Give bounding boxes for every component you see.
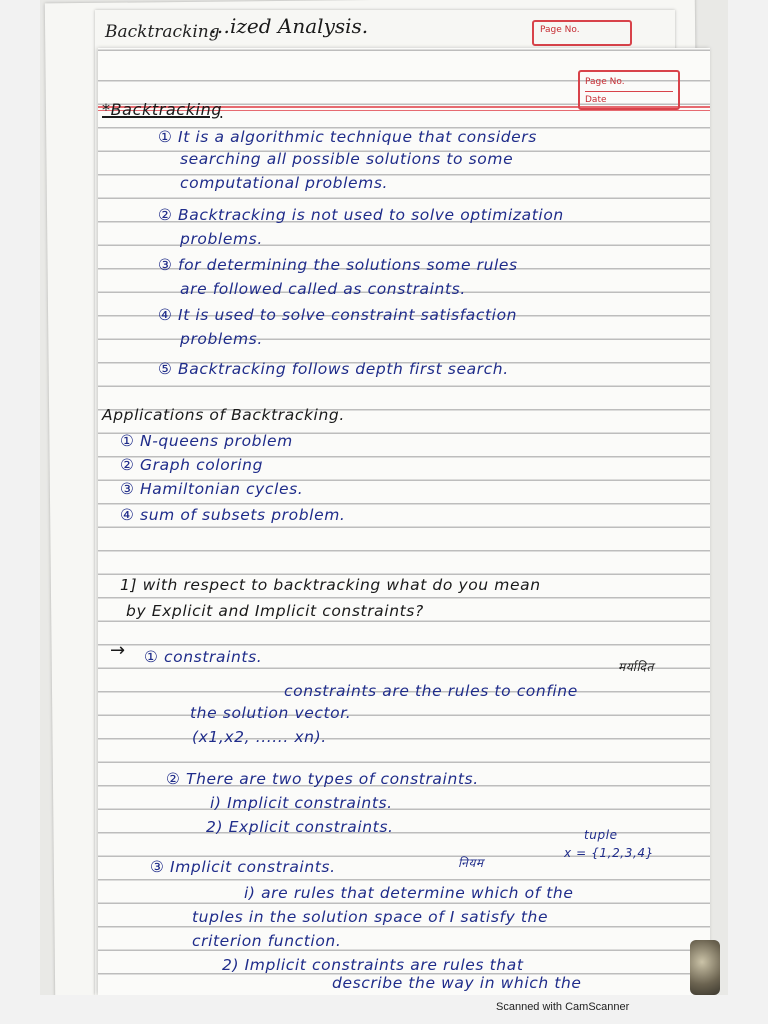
application-item: ① N-queens problem: [120, 432, 293, 450]
intro-line: ⑤ Backtracking follows depth first search.: [158, 360, 509, 378]
back-page-number-box: [532, 20, 632, 46]
applications-title: Applications of Backtracking.: [102, 406, 345, 424]
intro-line: searching all possible solutions to some: [180, 150, 514, 168]
implicit-line: describe the way in which the: [332, 974, 582, 992]
back-page-title: Backtracking: [105, 22, 220, 42]
back-page-heading-fragment: …ized Analysis.: [210, 14, 369, 38]
scanned-page-stack: [40, 0, 728, 995]
constraints-definition: the solution vector.: [190, 704, 352, 722]
front-notebook-page: [98, 48, 710, 995]
intro-line: problems.: [180, 330, 263, 348]
back-page-number-label: Page No.: [540, 25, 580, 35]
intro-line: are followed called as constraints.: [180, 280, 466, 298]
constraint-type: 2) Explicit constraints.: [206, 818, 394, 836]
types-heading: ② There are two types of constraints.: [166, 770, 479, 788]
intro-line: computational problems.: [180, 174, 389, 192]
page-number-date-box: [578, 70, 680, 110]
intro-line: ① It is a algorithmic technique that considers: [158, 128, 537, 146]
implicit-line: 2) Implicit constraints are rules that: [222, 956, 524, 974]
question-line: 1] with respect to backtracking what do you mean: [120, 576, 541, 594]
answer-arrow: →: [110, 640, 126, 661]
hindi-annotation: मर्यादित: [618, 660, 654, 674]
hindi-annotation: नियम: [458, 856, 484, 870]
tuple-annotation-label: tuple: [584, 828, 618, 842]
page-number-label: Page No.: [585, 77, 625, 87]
application-item: ③ Hamiltonian cycles.: [120, 480, 304, 498]
tuple-annotation: x = {1,2,3,4}: [564, 846, 654, 860]
implicit-heading: ③ Implicit constraints.: [150, 858, 336, 876]
constraints-definition: constraints are the rules to confine: [284, 682, 578, 700]
application-item: ④ sum of subsets problem.: [120, 506, 346, 524]
date-label: Date: [585, 91, 673, 109]
intro-line: ④ It is used to solve constraint satisfaction: [158, 306, 518, 324]
implicit-line: i) are rules that determine which of the: [244, 884, 574, 902]
constraints-heading: ① constraints.: [144, 648, 263, 666]
binder-clip: [690, 940, 720, 995]
implicit-line: criterion function.: [192, 932, 342, 950]
intro-line: ③ for determining the solutions some rules: [158, 256, 518, 274]
constraints-definition: (x1,x2, ...... xn).: [192, 728, 327, 746]
notes-title: *Backtracking: [102, 100, 223, 119]
constraint-type: i) Implicit constraints.: [210, 794, 393, 812]
intro-line: ② Backtracking is not used to solve optimization: [158, 206, 564, 224]
intro-line: problems.: [180, 230, 263, 248]
application-item: ② Graph coloring: [120, 456, 264, 474]
question-line: by Explicit and Implicit constraints?: [126, 602, 424, 620]
scanner-watermark: Scanned with CamScanner: [496, 1001, 630, 1013]
implicit-line: tuples in the solution space of I satisfy the: [192, 908, 549, 926]
